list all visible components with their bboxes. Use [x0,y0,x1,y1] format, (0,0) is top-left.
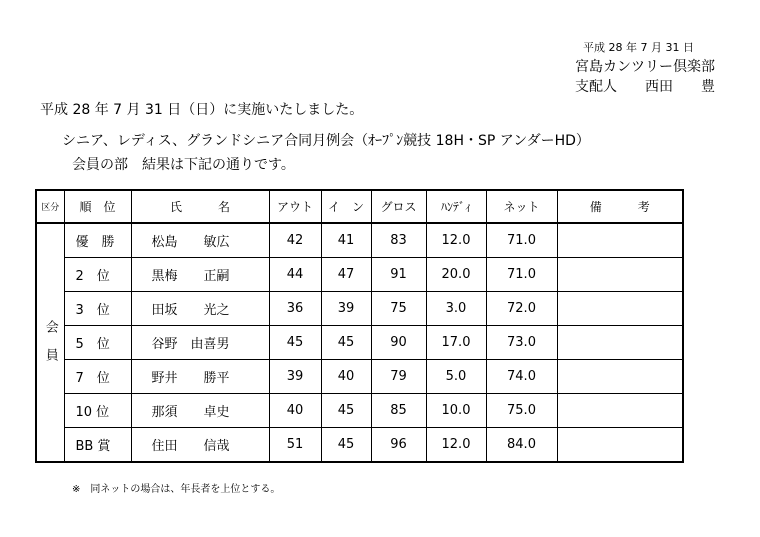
net-cell: 74.0 [486,360,557,394]
net-cell: 84.0 [486,428,557,463]
rank-cell: 5 位 [64,326,131,360]
hdcp-cell: 3.0 [426,292,486,326]
in-cell: 45 [321,394,371,428]
intro-line-event: シニア、レディス、グランドシニア合同月例会（ｵｰﾌﾟﾝ競技 18H・SP アンダーHD） [62,133,590,149]
out-cell: 36 [269,292,321,326]
gross-cell: 75 [371,292,426,326]
header-in: イ ン [321,190,371,223]
gross-cell: 85 [371,394,426,428]
footnote: ※ 同ネットの場合は、年長者を上位とする。 [72,484,281,495]
name-cell: 谷野 由喜男 [131,326,269,360]
hdcp-cell: 20.0 [426,258,486,292]
hdcp-cell: 12.0 [426,223,486,258]
results-table [35,189,684,463]
header-out: アウト [269,190,321,223]
gross-cell: 91 [371,258,426,292]
header-remarks: 備 考 [557,190,683,223]
remarks-cell [557,258,683,292]
table-row [36,292,683,326]
manager-name: 支配人 西田 豊 [575,79,715,95]
gross-cell: 96 [371,428,426,463]
hdcp-cell: 5.0 [426,360,486,394]
in-cell: 45 [321,326,371,360]
hdcp-cell: 10.0 [426,394,486,428]
header-net: ネット [486,190,557,223]
table-row [36,360,683,394]
in-cell: 45 [321,428,371,463]
rank-cell: 3 位 [64,292,131,326]
name-cell: 野井 勝平 [131,360,269,394]
out-cell: 42 [269,223,321,258]
rank-cell: 優 勝 [64,223,131,258]
out-cell: 51 [269,428,321,463]
out-cell: 40 [269,394,321,428]
gross-cell: 90 [371,326,426,360]
category-cell [36,223,64,462]
intro-line-results: 会員の部 結果は下記の通りです。 [72,157,295,173]
remarks-cell [557,292,683,326]
header-gross: グロス [371,190,426,223]
in-cell: 39 [321,292,371,326]
name-cell: 黒梅 正嗣 [131,258,269,292]
net-cell: 73.0 [486,326,557,360]
gross-cell: 79 [371,360,426,394]
header-rank: 順 位 [64,190,131,223]
table-header-row [36,190,683,223]
net-cell: 75.0 [486,394,557,428]
name-cell: 田坂 光之 [131,292,269,326]
name-cell: 那須 卓史 [131,394,269,428]
remarks-cell [557,360,683,394]
net-cell: 71.0 [486,223,557,258]
name-cell: 松島 敏広 [131,223,269,258]
rank-cell: BB 賞 [64,428,131,463]
rank-cell: 2 位 [64,258,131,292]
table-row [36,394,683,428]
net-cell: 72.0 [486,292,557,326]
remarks-cell [557,223,683,258]
out-cell: 44 [269,258,321,292]
hdcp-cell: 17.0 [426,326,486,360]
net-cell: 71.0 [486,258,557,292]
out-cell: 45 [269,326,321,360]
table-row [36,428,683,463]
rank-cell: 7 位 [64,360,131,394]
gross-cell: 83 [371,223,426,258]
intro-line-date: 平成 28 年 7 月 31 日（日）に実施いたしました。 [40,102,364,118]
issue-date: 平成 28 年 7 月 31 日 [583,41,694,54]
header-name: 氏 名 [131,190,269,223]
remarks-cell [557,394,683,428]
name-cell: 住田 信哉 [131,428,269,463]
in-cell: 47 [321,258,371,292]
club-name: 宮島カンツリー倶楽部 [575,59,715,75]
table-row [36,223,683,258]
remarks-cell [557,428,683,463]
header-hdcp: ﾊﾝﾃﾞｨ [426,190,486,223]
out-cell: 39 [269,360,321,394]
hdcp-cell: 12.0 [426,428,486,463]
category-label: 会員 [42,319,58,376]
in-cell: 41 [321,223,371,258]
table-row [36,326,683,360]
header-kubun: 区分 [36,190,64,223]
rank-cell: 10 位 [64,394,131,428]
remarks-cell [557,326,683,360]
table-row [36,258,683,292]
in-cell: 40 [321,360,371,394]
